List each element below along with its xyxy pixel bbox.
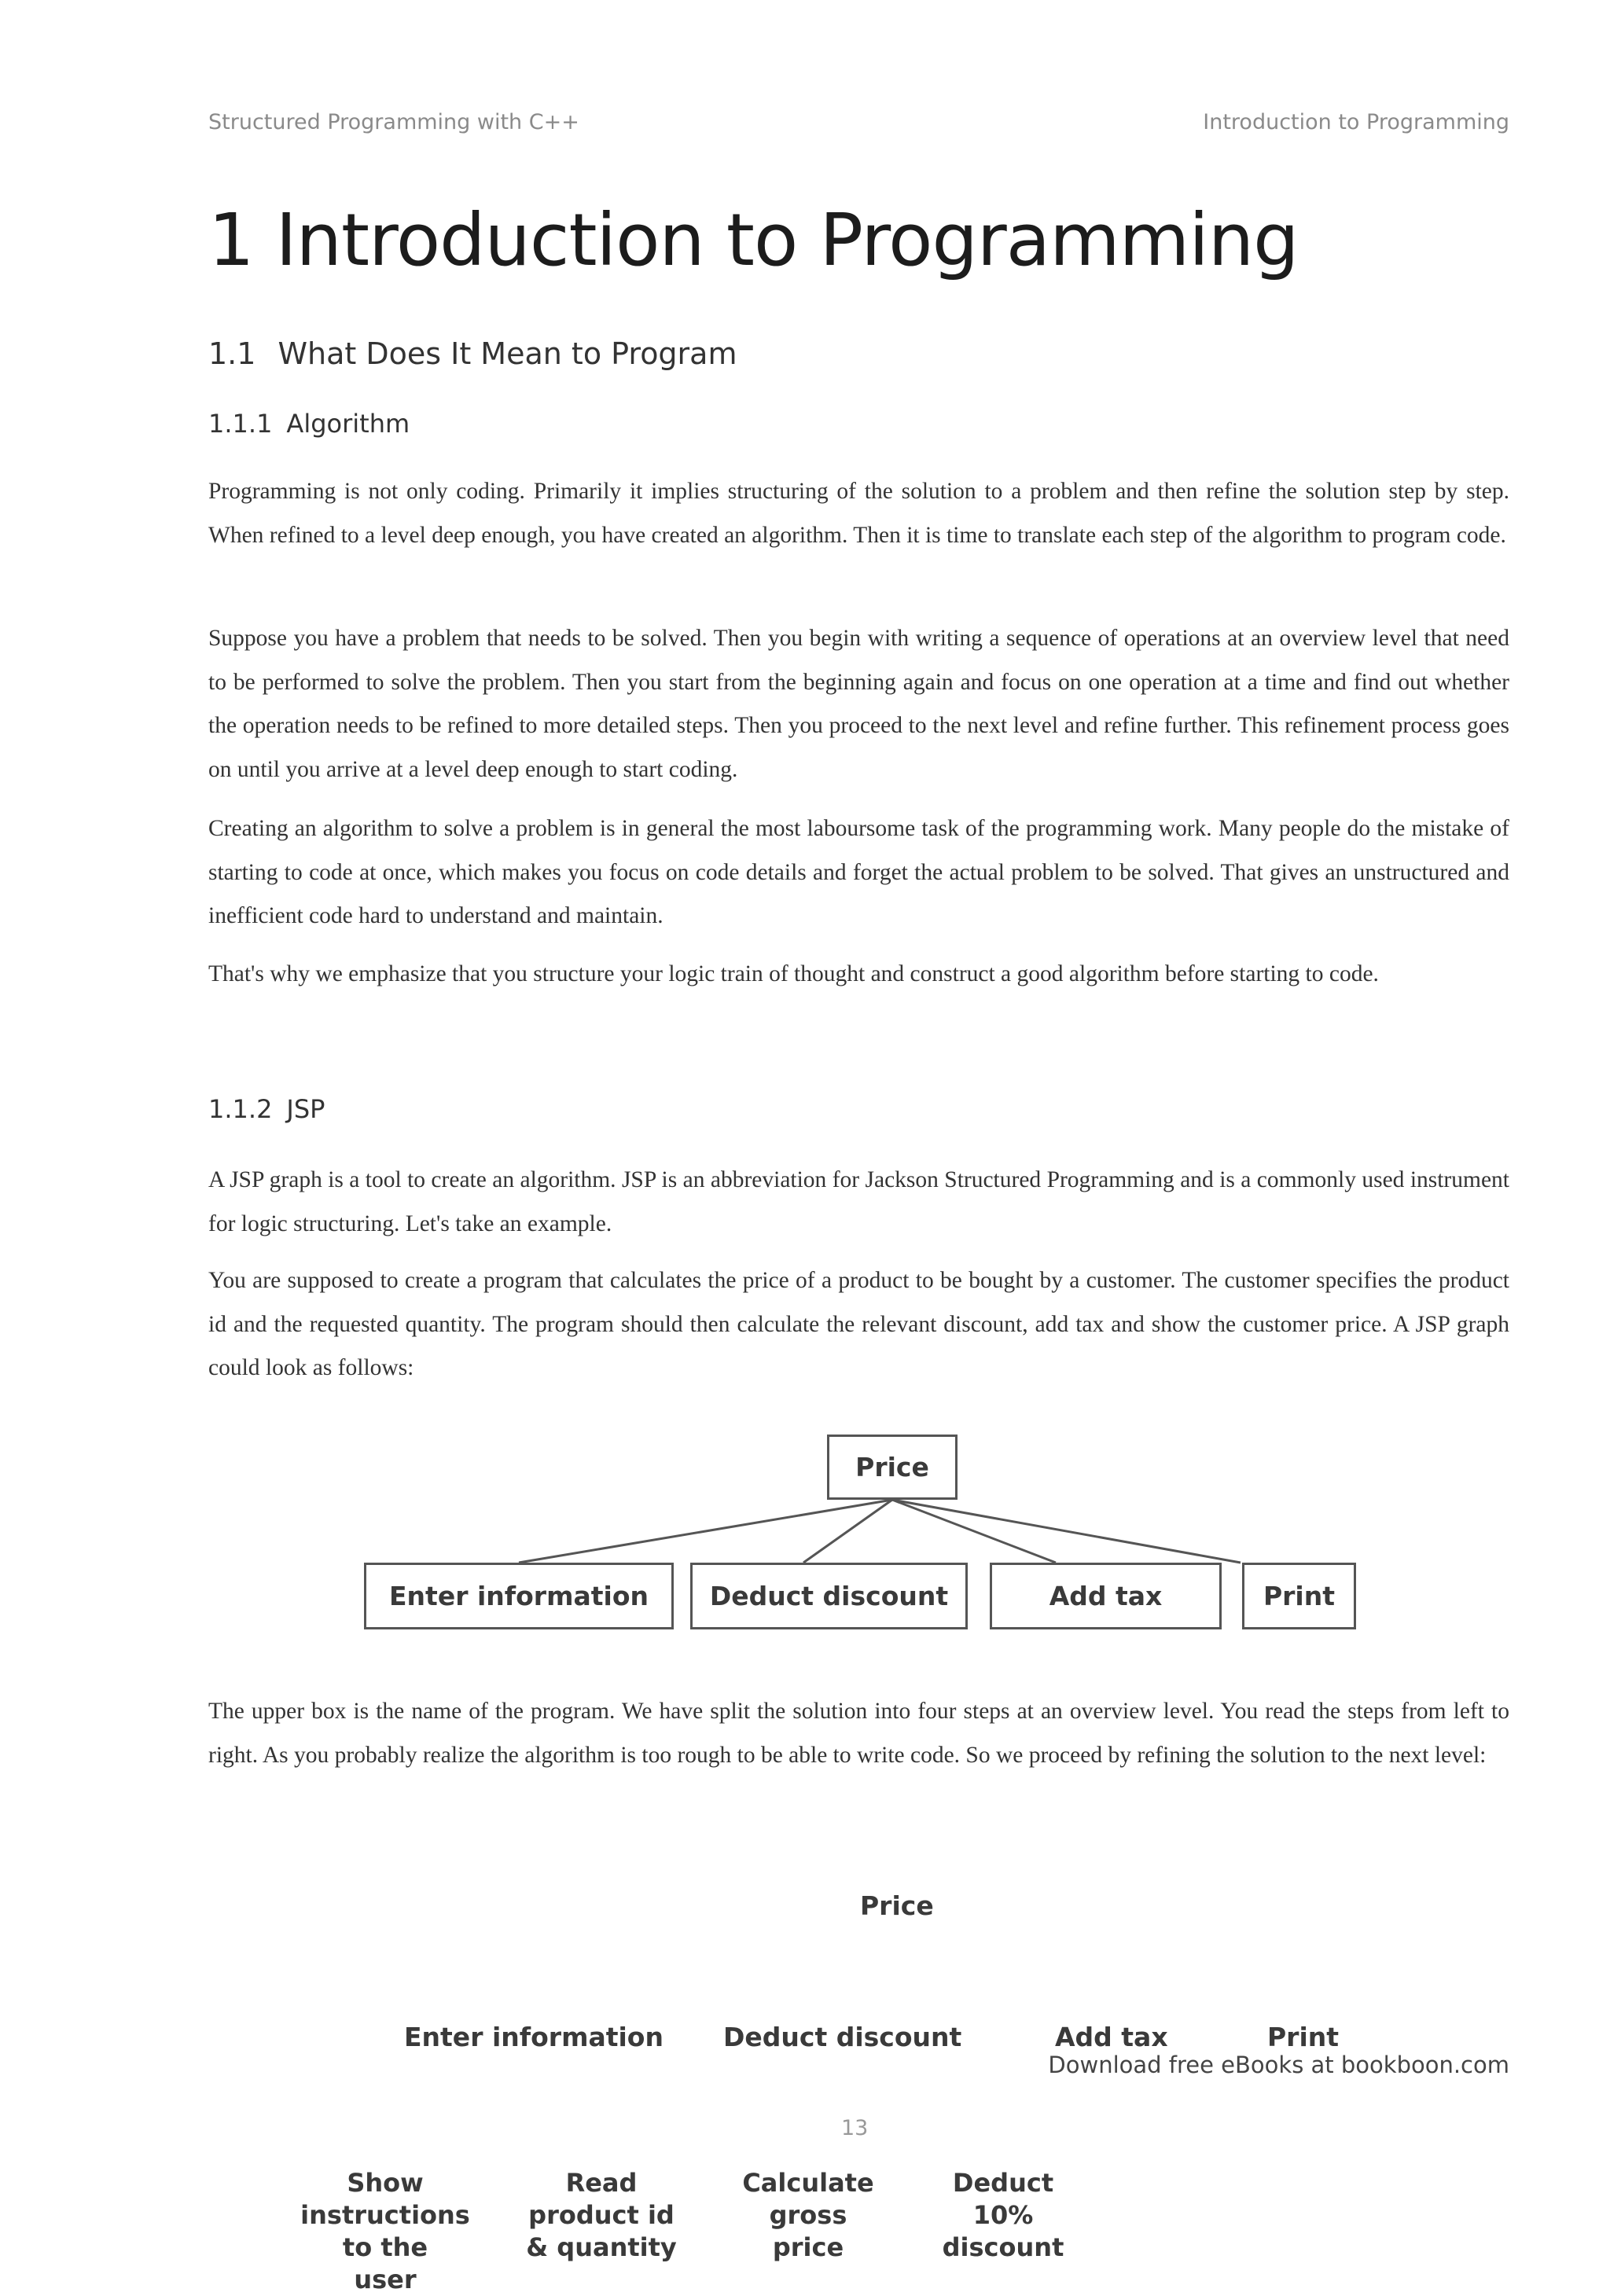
substep-line: discount [942,2232,1064,2262]
substep-line: to the [342,2232,428,2262]
substep-line: Deduct [952,2168,1054,2198]
jsp-label-step: Print [1267,2022,1340,2052]
chapter-title: Introduction to Programming [275,198,1299,282]
chapter-number: 1 [208,198,254,282]
page-number: 13 [841,2116,869,2140]
connector-line [892,1500,1241,1563]
paragraph: Suppose you have a problem that needs to be solved. Then you begin with writing a sequence of operations at an overview level that need to be performed to solve the problem. Then you start from the beginning again and focus on one operation at a time and find out whether the operation needs to be refined to more detailed steps. Then you proceed to the next level and refine further. This refinement process goes on until you arrive at a level deep enough to start coding. [208,626,1509,782]
subsection-number: 1.1.1 [208,409,273,439]
jsp-label-substep [515,2167,688,2264]
subsection-heading-algorithm [208,409,410,439]
jsp-label-substep [722,2167,895,2264]
paragraph: You are supposed to create a program that calculates the price of a product to be bought by a customer. The customer specifies the product id and the requested quantity. The program should then calculate the relevant discount, add tax and show the customer price. A JSP graph could look as follows: [208,1268,1509,1380]
jsp-label-substep [917,2167,1090,2264]
paragraph: A JSP graph is a tool to create an algorithm. JSP is an abbreviation for Jackson Structured Programming and is a commonly used instrument for logic structuring. Let's take an example. [208,1167,1509,1236]
section-title: What Does It Mean to Program [278,336,737,371]
subsection-title: JSP [286,1094,325,1124]
substep-line: gross [769,2200,847,2230]
connector-line [519,1500,892,1563]
substep-line: Show [347,2168,424,2198]
jsp-box-step: Print [1242,1563,1356,1629]
substep-line: instructions [300,2200,470,2230]
substep-line: price [772,2232,844,2262]
paragraph: Creating an algorithm to solve a problem is in general the most laboursome task of the programming work. Many people do the mistake of starting to code at once, which makes you focus on code details and forget the actual problem to be solved. That gives an unstructured and inefficient code hard to understand and maintain. [208,816,1509,928]
substep-line: Calculate [742,2168,874,2198]
jsp-box-root: Price [827,1435,958,1500]
paragraph: Programming is not only coding. Primarily it implies structuring of the solution to a problem and then refine the solution step by step. When refined to a level deep enough, you have created an algorithm. Then it is time to translate each step of the algorithm to program code. [208,479,1509,548]
paragraph: The upper box is the name of the program. We have split the solution into four steps at an overview level. You read the steps from left to right. As you probably realize the algorithm is too rough to be able to write code. So we proceed by refining the solution to the next level: [208,1699,1509,1768]
subsection-number: 1.1.2 [208,1094,273,1124]
section-heading [208,336,737,371]
connector-line [892,1500,1056,1563]
jsp-label-step: Deduct discount [723,2022,962,2052]
jsp-box-step: Deduct discount [690,1563,968,1629]
chapter-heading [208,198,1299,282]
footer-download-link[interactable]: Download free eBooks at bookboon.com [1048,2052,1509,2078]
substep-line: & quantity [526,2232,677,2262]
jsp-label-substep [299,2167,472,2296]
jsp-box-step: Add tax [990,1563,1222,1629]
substep-line: 10% [972,2200,1034,2230]
connector-line [803,1500,892,1563]
running-header-right: Introduction to Programming [1203,110,1509,134]
jsp-label-step: Add tax [1055,2022,1168,2052]
substep-line: Read [565,2168,638,2198]
subsection-heading-jsp [208,1094,325,1124]
jsp-label-step: Enter information [404,2022,663,2052]
jsp-box-step: Enter information [364,1563,674,1629]
jsp-label-root: Price [860,1890,934,1921]
running-header-left: Structured Programming with C++ [208,110,579,134]
substep-line: product id [528,2200,675,2230]
substep-line: user [354,2265,417,2294]
section-number: 1.1 [208,336,256,371]
paragraph: That's why we emphasize that you structure your logic train of thought and construct a good algorithm before starting to code. [208,961,1379,986]
subsection-title: Algorithm [286,409,410,439]
